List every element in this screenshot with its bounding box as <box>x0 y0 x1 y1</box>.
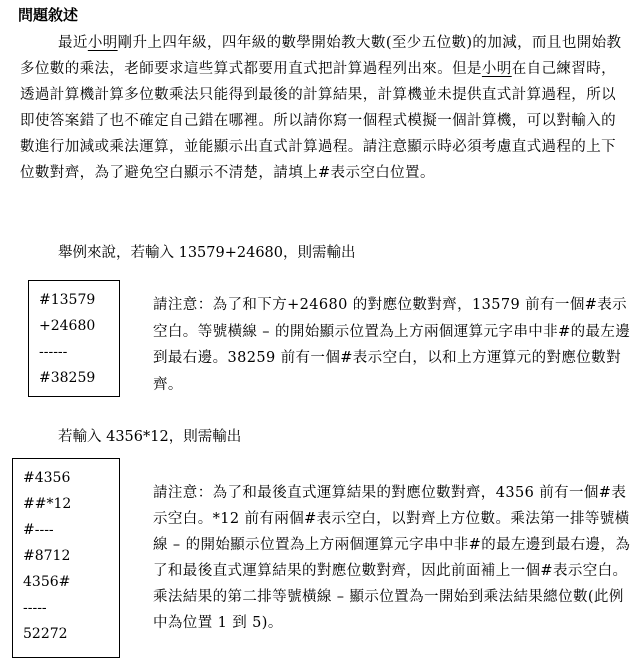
example-1-output-line: ------ <box>39 344 68 360</box>
description-part-2: 剛升上四年級，四年級的數學開始教大數(至少五位數)的加減，而且也開始教多位數的乘法，老師要求這些算式都要用直式把計算過程列出來。但是 <box>20 35 622 77</box>
example-1-intro: 舉例來說，若輸入 13579+24680，則需輸出 <box>58 245 356 261</box>
section-heading: 問題敘述 <box>18 6 79 24</box>
character-name-2: 小明 <box>481 61 512 77</box>
description-part-1: 最近 <box>58 35 88 51</box>
example-1-output-line: #13579 <box>39 292 96 308</box>
example-2-output-line: #4356 <box>23 470 71 486</box>
example-2-intro: 若輸入 4356*12，則需輸出 <box>58 429 242 445</box>
example-2-output-line: 52272 <box>23 626 68 642</box>
example-2-output-box <box>12 458 120 658</box>
example-2-output-line: ----- <box>23 600 47 616</box>
example-1-note: 請注意：為了和下方+24680 的對應位數對齊，13579 前有一個#表示空白。等號橫線 – 的開始顯示位置為上方兩個運算元字串中非#的最左邊到最右邊。38259 前有一個#表示空白，以和上方運算元的對應位數對齊。 <box>153 297 631 393</box>
example-1-output-line: +24680 <box>39 318 96 334</box>
example-1-output-line: #38259 <box>39 370 96 386</box>
example-2-output-line: #8712 <box>23 548 71 564</box>
problem-description <box>20 30 630 186</box>
example-1-output-box <box>28 280 120 397</box>
character-name-1: 小明 <box>87 35 118 51</box>
example-2-output-line: 4356# <box>23 574 71 590</box>
example-2-note: 請注意：為了和最後直式運算結果的對應位數對齊，4356 前有一個#表示空白。*12 前有兩個#表示空白，以對齊上方位數。乘法第一排等號橫線 – 的開始顯示位置為上方兩個運算元字串中非#的最左邊到最右邊，為了和最後直式運算結果的對應位數對齊，因此前面補上一個#表示空白。乘法結果的第二排等號橫線 – 顯示位置為一開始到乘法結果總位數(此例中為位置 1 到 5)。 <box>153 485 631 631</box>
example-2-output-line: #---- <box>23 522 54 538</box>
description-part-3: 在自己練習時，透過計算機計算多位數乘法只能得到最後的計算結果，計算機並未提供直式計算過程，所以即使答案錯了也不確定自己錯在哪裡。所以請你寫一個程式模擬一個計算機，可以對輸入的數進行加減或乘法運算，並能顯示出直式計算過程。請注意顯示時必須考慮直式過程的上下位數對齊，為了避免空白顯示不清楚，請填上#表示空白位置。 <box>20 61 617 181</box>
example-2-output-line: ##*12 <box>23 496 72 512</box>
